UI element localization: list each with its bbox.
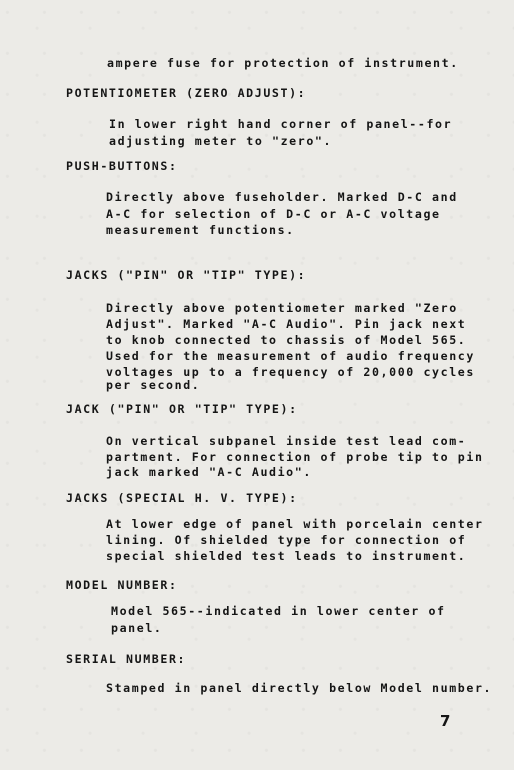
body-line: A-C for selection of D-C or A-C voltage xyxy=(106,207,441,221)
body-line: panel. xyxy=(111,621,163,635)
section-heading: JACKS (SPECIAL H. V. TYPE): xyxy=(66,491,298,505)
body-line: Used for the measurement of audio frequency xyxy=(106,349,475,363)
section-heading: JACK ("PIN" OR "TIP" TYPE): xyxy=(66,402,298,416)
body-line: ampere fuse for protection of instrument. xyxy=(107,56,459,70)
body-line: jack marked "A-C Audio". xyxy=(106,465,312,479)
body-line: partment. For connection of probe tip to pin xyxy=(106,450,484,464)
section-heading: MODEL NUMBER: xyxy=(66,578,178,592)
body-line: adjusting meter to "zero". xyxy=(109,134,333,148)
body-line: voltages up to a frequency of 20,000 cycles xyxy=(106,365,475,379)
section-heading: JACKS ("PIN" OR "TIP" TYPE): xyxy=(66,268,307,282)
section-heading: PUSH-BUTTONS: xyxy=(66,159,178,173)
body-line: special shielded test leads to instrument. xyxy=(106,549,467,563)
body-line: Directly above fuseholder. Marked D-C and xyxy=(106,190,458,204)
body-line: Model 565--indicated in lower center of xyxy=(111,604,446,618)
section-heading: SERIAL NUMBER: xyxy=(66,652,187,666)
body-line: Adjust". Marked "A-C Audio". Pin jack next xyxy=(106,317,467,331)
body-line: Stamped in panel directly below Model number. xyxy=(106,681,493,695)
body-line: lining. Of shielded type for connection of xyxy=(106,533,467,547)
body-line: per second. xyxy=(106,378,201,392)
body-line: In lower right hand corner of panel--for xyxy=(109,117,453,131)
body-line: to knob connected to chassis of Model 565. xyxy=(106,333,467,347)
body-line: On vertical subpanel inside test lead com- xyxy=(106,434,467,448)
body-line: Directly above potentiometer marked "Zero xyxy=(106,301,458,315)
body-line: measurement functions. xyxy=(106,223,295,237)
page-number: 7 xyxy=(440,712,451,730)
body-line: At lower edge of panel with porcelain center xyxy=(106,517,484,531)
section-heading: POTENTIOMETER (ZERO ADJUST): xyxy=(66,86,307,100)
